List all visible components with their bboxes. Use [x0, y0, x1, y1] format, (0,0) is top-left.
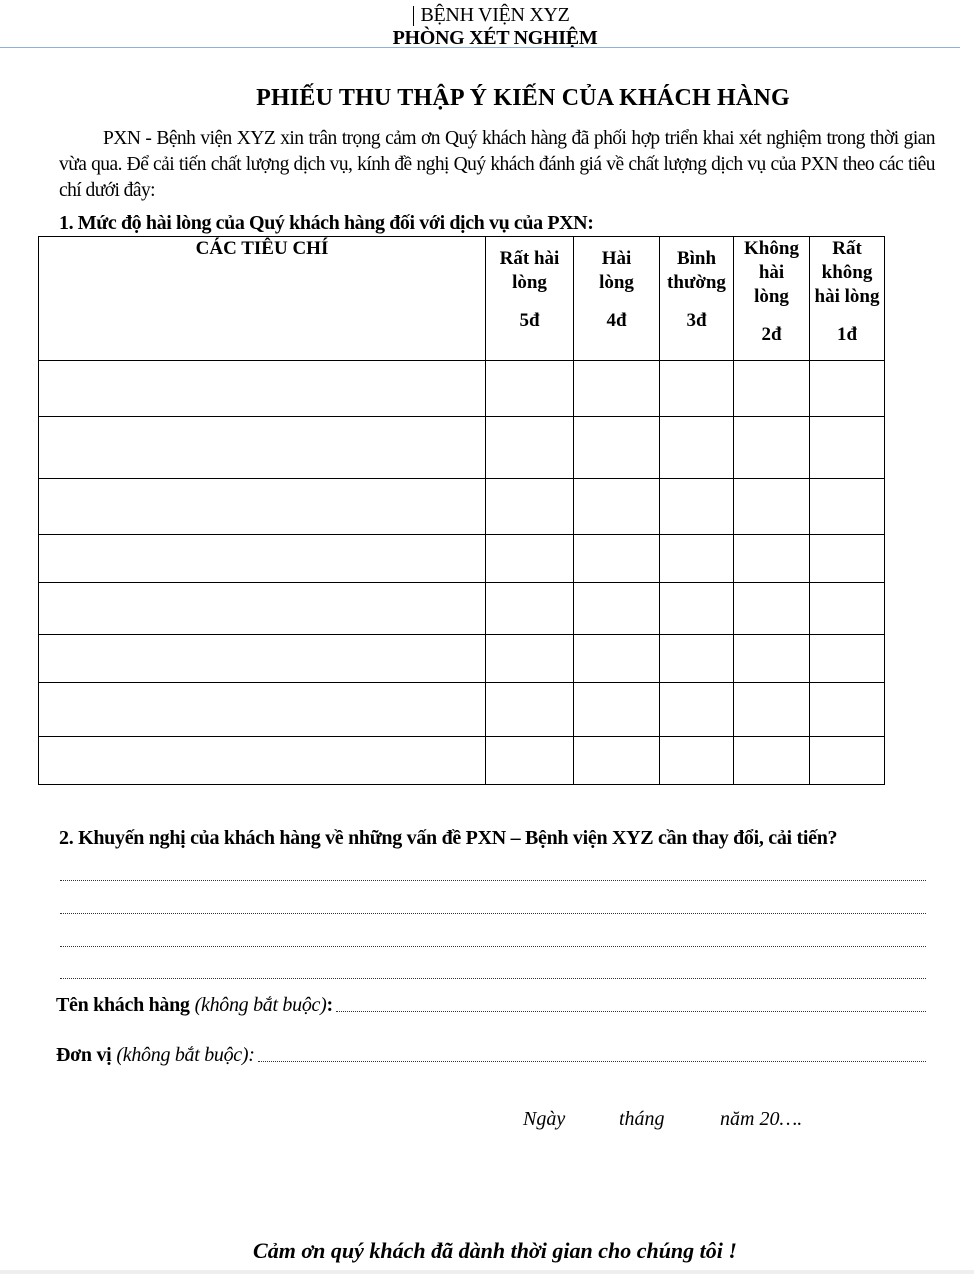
section2-heading: 2. Khuyến nghị của khách hàng về những vấn đề PXN – Bệnh viện XYZ cần thay đổi, cải tiến? — [59, 827, 838, 849]
table-row — [39, 535, 885, 583]
rating-cell[interactable] — [660, 583, 734, 635]
rating-cell[interactable] — [486, 737, 574, 785]
criteria-cell[interactable] — [39, 737, 486, 785]
rating-cell[interactable] — [574, 583, 660, 635]
col-label-line2: lòng — [599, 272, 634, 293]
col-label-line2: lòng — [512, 272, 547, 293]
closing-message: Cảm ơn quý khách đã dành thời gian cho chúng tôi ! — [253, 1238, 737, 1263]
unit-label: Đơn vị — [56, 1044, 112, 1066]
table-header-row — [39, 237, 885, 361]
table-row — [39, 635, 885, 683]
col-unsatisfied — [734, 237, 810, 361]
suggestion-line-2[interactable] — [60, 913, 926, 914]
suggestion-line-3[interactable] — [60, 946, 926, 947]
rating-cell[interactable] — [734, 361, 810, 417]
rating-cell[interactable] — [734, 683, 810, 737]
col-score: 4đ — [606, 310, 627, 331]
col-very-unsatisfied — [810, 237, 885, 361]
rating-cell[interactable] — [660, 479, 734, 535]
customer-name-note: (không bắt buộc) — [194, 994, 327, 1016]
col-label-line2: không — [821, 262, 873, 283]
criteria-cell[interactable] — [39, 635, 486, 683]
table-row — [39, 683, 885, 737]
rating-cell[interactable] — [660, 737, 734, 785]
table-row — [39, 361, 885, 417]
customer-name-field — [56, 994, 926, 1017]
intro-paragraph: PXN - Bệnh viện XYZ xin trân trọng cảm ơn Quý khách hàng đã phối hợp triển khai xét nghiệm trong thời gian vừa qua. Để cải tiến chất lượng dịch vụ, kính đề nghị Quý khách đánh giá về chất lượng dịch vụ của PXN theo các tiêu chí dưới đây: — [59, 128, 935, 201]
rating-cell[interactable] — [810, 583, 885, 635]
date-day: Ngày — [523, 1108, 566, 1130]
form-title: PHIẾU THU THẬP Ý KIẾN CỦA KHÁCH HÀNG — [256, 85, 790, 111]
rating-cell[interactable] — [810, 635, 885, 683]
rating-cell[interactable] — [810, 417, 885, 479]
rating-cell[interactable] — [486, 535, 574, 583]
rating-cell[interactable] — [574, 635, 660, 683]
rating-cell[interactable] — [734, 737, 810, 785]
col-label-line1: Không — [744, 238, 799, 259]
criteria-cell[interactable] — [39, 683, 486, 737]
date-month: tháng — [619, 1108, 665, 1130]
col-very-satisfied — [486, 237, 574, 361]
suggestion-line-1[interactable] — [60, 880, 926, 881]
col-score: 3đ — [686, 310, 707, 331]
rating-cell[interactable] — [810, 479, 885, 535]
customer-name-colon: : — [326, 994, 333, 1016]
criteria-header: CÁC TIÊU CHÍ — [39, 237, 486, 361]
rating-cell[interactable] — [734, 635, 810, 683]
satisfaction-table — [38, 236, 885, 785]
rating-cell[interactable] — [486, 417, 574, 479]
criteria-cell[interactable] — [39, 361, 486, 417]
rating-cell[interactable] — [734, 583, 810, 635]
col-label-line1: Rất hài — [499, 248, 560, 269]
col-label-line3: lòng — [754, 286, 789, 307]
criteria-cell[interactable] — [39, 535, 486, 583]
rating-cell[interactable] — [574, 737, 660, 785]
department-name: PHÒNG XÉT NGHIỆM — [392, 27, 598, 49]
table-row — [39, 583, 885, 635]
criteria-cell[interactable] — [39, 479, 486, 535]
rating-cell[interactable] — [810, 361, 885, 417]
hospital-name: BỆNH VIỆN XYZ — [420, 4, 570, 26]
rating-cell[interactable] — [574, 535, 660, 583]
rating-cell[interactable] — [660, 683, 734, 737]
rating-cell[interactable] — [660, 361, 734, 417]
rating-cell[interactable] — [574, 683, 660, 737]
col-label-line1: Hài — [601, 248, 632, 269]
customer-name-label: Tên khách hàng — [56, 994, 190, 1016]
col-score: 2đ — [761, 324, 782, 345]
rating-cell[interactable] — [486, 361, 574, 417]
rating-cell[interactable] — [734, 417, 810, 479]
col-score: 1đ — [836, 324, 858, 345]
section1-heading: 1. Mức độ hài lòng của Quý khách hàng đối với dịch vụ của PXN: — [59, 212, 594, 234]
criteria-cell[interactable] — [39, 583, 486, 635]
rating-cell[interactable] — [810, 683, 885, 737]
col-label-line2: hài — [758, 262, 785, 283]
table-row — [39, 479, 885, 535]
col-label-line3: hài lòng — [814, 286, 880, 307]
unit-field — [56, 1044, 926, 1067]
table-row — [39, 417, 885, 479]
page-bottom-edge — [0, 1270, 974, 1274]
header-divider — [0, 47, 960, 48]
rating-cell[interactable] — [574, 361, 660, 417]
rating-cell[interactable] — [574, 417, 660, 479]
unit-input[interactable] — [258, 1061, 926, 1062]
text-cursor — [413, 6, 414, 26]
col-label-line1: Rất — [832, 238, 862, 259]
rating-cell[interactable] — [734, 479, 810, 535]
rating-cell[interactable] — [810, 535, 885, 583]
rating-cell[interactable] — [486, 683, 574, 737]
rating-cell[interactable] — [810, 737, 885, 785]
rating-cell[interactable] — [660, 535, 734, 583]
rating-cell[interactable] — [734, 535, 810, 583]
unit-note: (không bắt buộc): — [116, 1044, 255, 1066]
col-label-line1: Bình — [676, 248, 717, 269]
criteria-cell[interactable] — [39, 417, 486, 479]
rating-cell[interactable] — [486, 583, 574, 635]
suggestion-line-4[interactable] — [60, 978, 926, 979]
rating-cell[interactable] — [660, 417, 734, 479]
rating-cell[interactable] — [486, 479, 574, 535]
rating-cell[interactable] — [574, 479, 660, 535]
col-normal — [660, 237, 734, 361]
col-satisfied — [574, 237, 660, 361]
rating-cell[interactable] — [486, 635, 574, 683]
customer-name-input[interactable] — [336, 1011, 926, 1012]
col-score: 5đ — [519, 310, 540, 331]
rating-cell[interactable] — [660, 635, 734, 683]
col-label-line2: thường — [667, 272, 726, 293]
table-row — [39, 737, 885, 785]
date-year: năm 20…. — [720, 1108, 803, 1130]
